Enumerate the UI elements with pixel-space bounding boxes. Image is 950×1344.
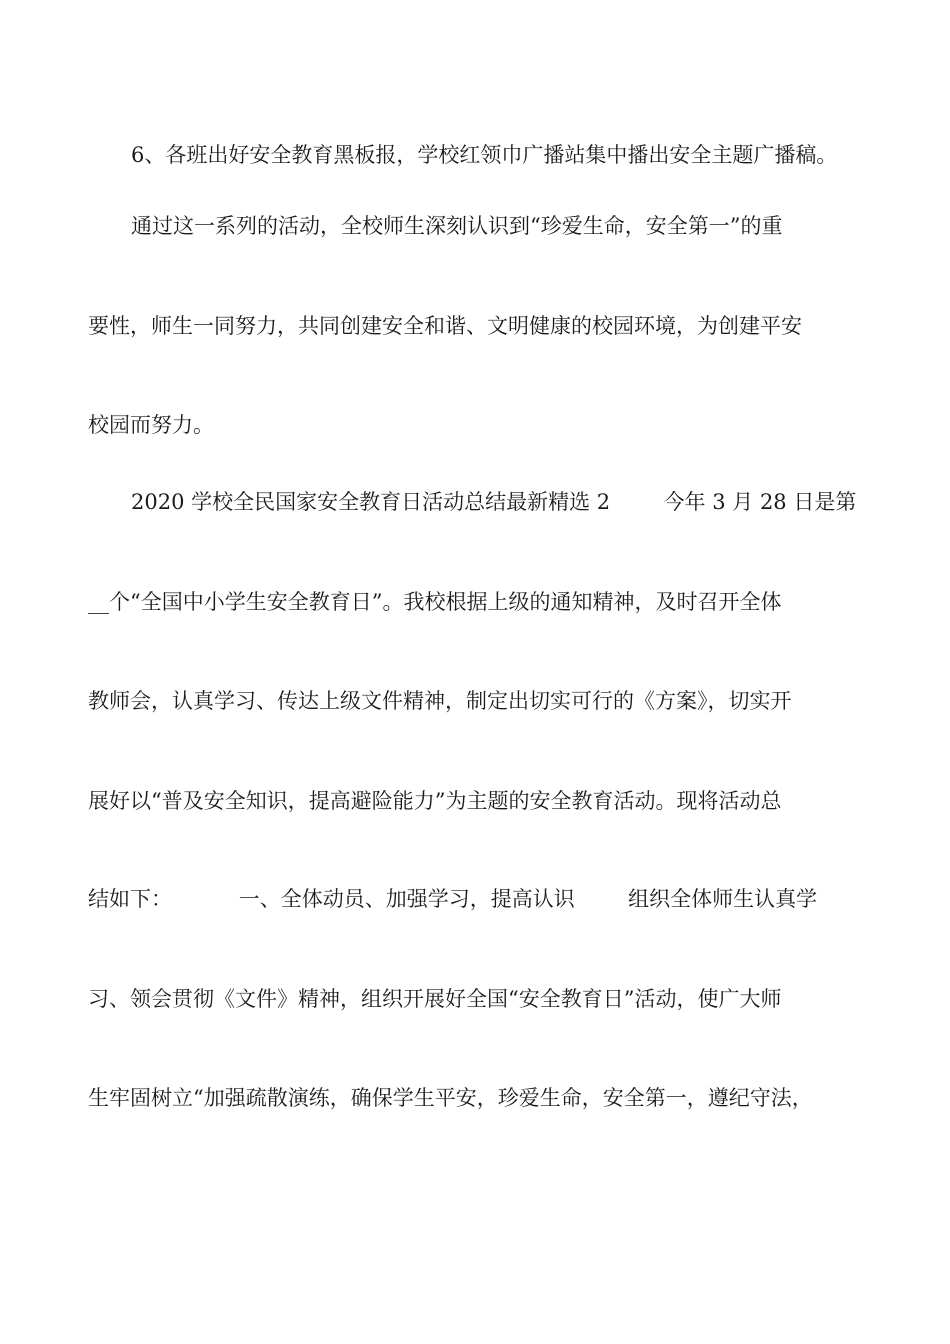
paragraph-line: 结如下： 一、全体动员、加强学习，提高认识 组织全体师生认真学 xyxy=(88,887,818,911)
paragraph-line: 习、领会贯彻《文件》精神，组织开展好全国“安全教育日”活动，使广大师 xyxy=(88,987,782,1011)
paragraph-line: __个“全国中小学生安全教育日”。我校根据上级的通知精神，及时召开全体 xyxy=(88,590,782,614)
paragraph-line: 6、各班出好安全教育黑板报，学校红领巾广播站集中播出安全主题广播稿。 xyxy=(131,143,838,167)
paragraph-line: 生牢固树立“加强疏散演练，确保学生平安，珍爱生命，安全第一，遵纪守法， xyxy=(88,1086,813,1110)
paragraph-line: 教师会，认真学习、传达上级文件精神，制定出切实可行的《方案》，切实开 xyxy=(88,689,792,713)
paragraph-line: 2020 学校全民国家安全教育日活动总结最新精选 2 今年 3 月 28 日是第 xyxy=(131,490,857,514)
paragraph-line: 通过这一系列的活动，全校师生深刻认识到“珍爱生命，安全第一”的重 xyxy=(131,214,783,238)
paragraph-line: 要性，师生一同努力，共同创建安全和谐、文明健康的校园环境，为创建平安 xyxy=(88,314,802,338)
paragraph-line: 展好以“普及安全知识，提高避险能力”为主题的安全教育活动。现将活动总 xyxy=(88,789,782,813)
paragraph-line: 校园而努力。 xyxy=(88,413,214,437)
